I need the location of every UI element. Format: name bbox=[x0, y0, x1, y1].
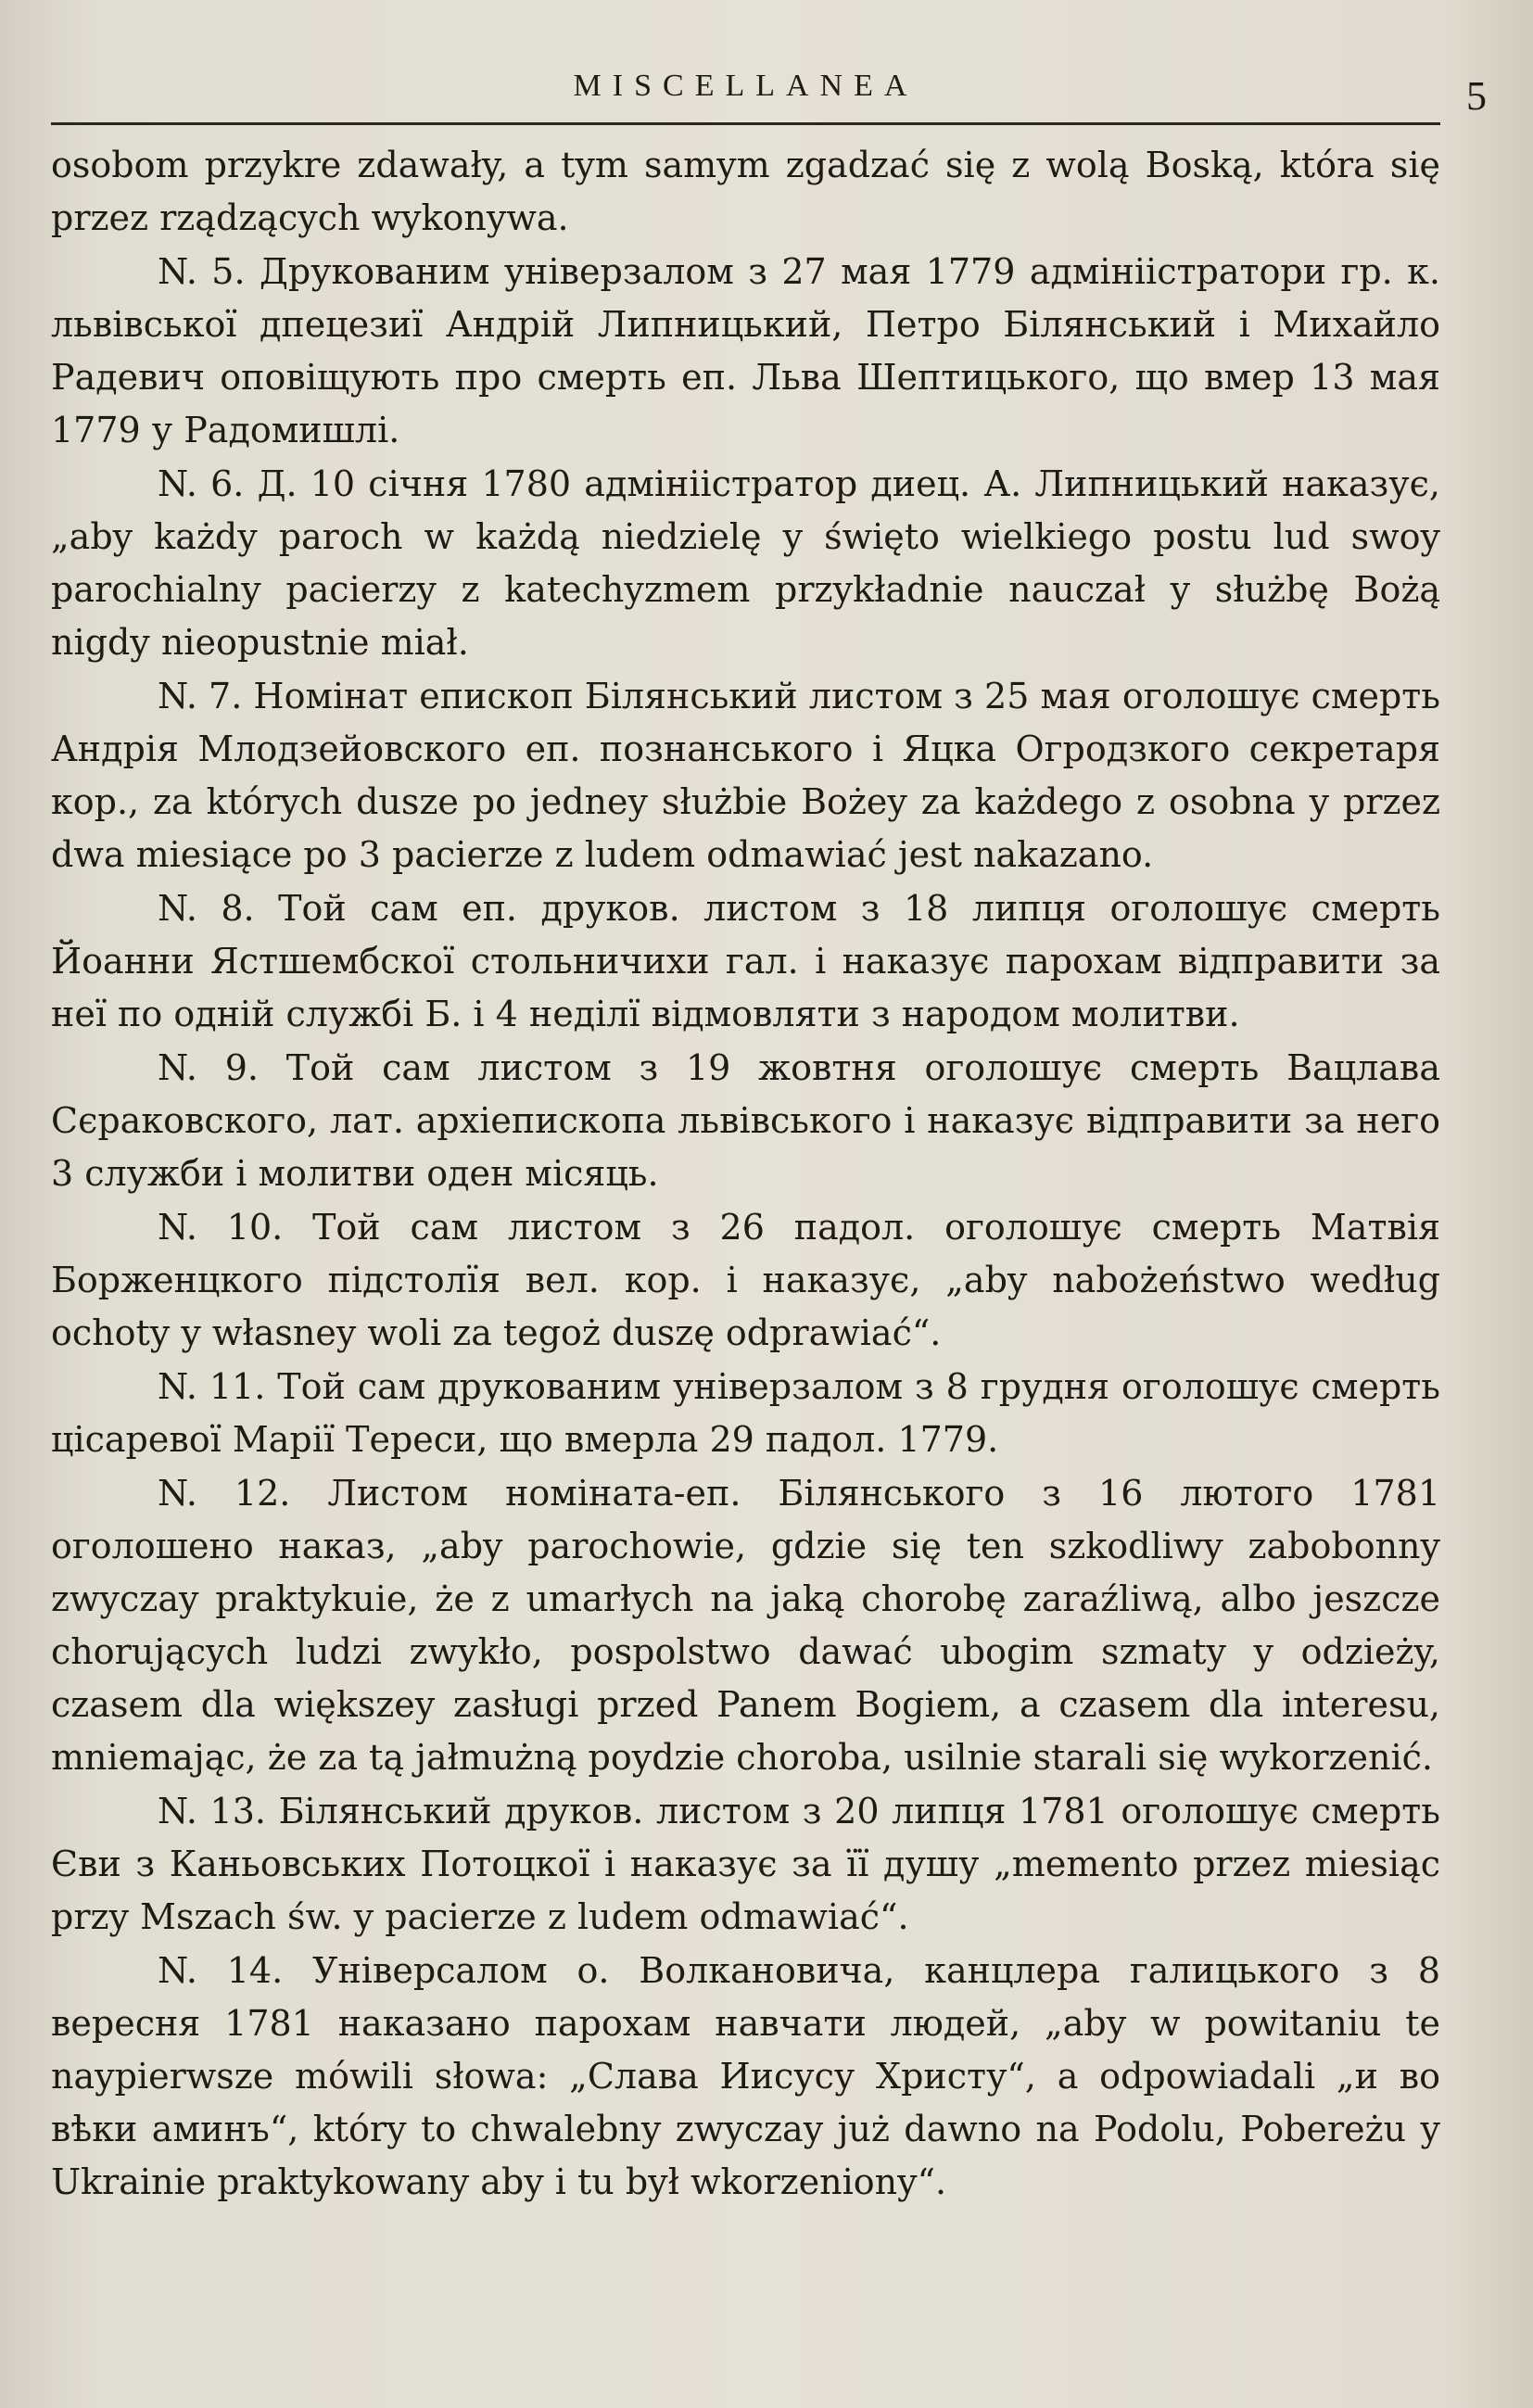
body-text bbox=[51, 139, 1440, 2210]
entry-n11: N. 11. Той сам друкованим універзалом з 8 грудня оголошує смерть цісаревої Марії Тереси, що вмерла 29 падол. 1779. bbox=[51, 1366, 1440, 1460]
running-title: MISCELLANEA bbox=[573, 69, 919, 103]
entry-n8: N. 8. Той сам еп. друков. листом з 18 липця оголошує смерть Йоанни Ястшембскої стольничихи гал. і наказує парохам відправити за неї по одній службі Б. і 4 неділї відмовляти з народом молитви. bbox=[51, 888, 1440, 1034]
entry-n14: N. 14. Універсалом о. Волкановича, канцлера галицького з 8 вересня 1781 наказано парохам навчати людей, „aby w powitaniu te naypierwsze mówili słowa: „Слава Иисусу Христу“, a odpowiadali „и во вѣки аминъ“, który to chwalebny zwyczay już dawno na Podolu, Pobereżu y Ukrainie praktykowany aby i tu był wkorzeniony“. bbox=[51, 1950, 1440, 2202]
entry-n12: N. 12. Листом номіната-еп. Білянського з 16 лютого 1781 оголошено наказ, „aby parochowie, gdzie się ten szkodliwy zabobonny zwyczay praktykuie, że z umarłych na jaką chorobę zaraźliwą, albo jeszcze chorujących ludzi zwykło, pospolstwo dawać ubogim szmaty y odzieży, czasem dla większey zasługi przed Panem Bogiem, a czasem dla interesu, mniemając, że za tą jałmużną poydzie choroba, usilnie starali się wykorzenić. bbox=[51, 1473, 1440, 1778]
entry-n7: N. 7. Номінат епископ Білянський листом з 25 мая оголошує смерть Андрія Млодзейовского еп. познанського і Яцка Огродзкого секретаря кор., za których dusze po jedney służbie Bożey za każdego z osobna y przez dwa miesiące po 3 pacierze z ludem odmawiać jest nakazano. bbox=[51, 676, 1440, 875]
entry-n9: N. 9. Той сам листом з 19 жовтня оголошує смерть Вацлава Сєраковского, лат. архіепископа львівського і наказує відправити за него 3 служби і молитви оден місяць. bbox=[51, 1047, 1440, 1194]
entry-n13: N. 13. Білянський друков. листом з 20 липця 1781 оголошує смерть Єви з Каньовських Потоцкої і наказує за її душу „memento przez miesiąc przy Mszach św. y pacierze z ludem odmawiać“. bbox=[51, 1791, 1440, 1937]
entry-n6: N. 6. Д. 10 січня 1780 адмініістратор диец. А. Липницький наказує, „aby każdy paroch w każdą niedzielę y święto wielkiego postu lud swoy parochialny pacierzy z katechyzmem przykładnie nauczał y służbę Bożą nigdy nieopustnie miał. bbox=[51, 463, 1440, 663]
running-header bbox=[51, 57, 1487, 125]
page-number: 5 bbox=[1466, 73, 1487, 119]
entry-n5: N. 5. Друкованим універзалом з 27 мая 1779 адмініістратори гр. к. львівської дпецезиї Андрій Липницький, Петро Білянський і Михайло Радевич оповіщують про смерть еп. Льва Шептицького, що вмер 13 мая 1779 у Радомишлі. bbox=[51, 251, 1440, 450]
paragraph-continuation: osobom przykre zdawały, a tym samym zgadzać się z wolą Boską, która się przez rządzących wykonywa. bbox=[51, 145, 1440, 238]
entry-n10: N. 10. Той сам листом з 26 падол. оголошує смерть Матвія Борженцкого підстолїя вел. кор. і наказує, „aby nabożeństwo według ochoty y własney woli za tegoż duszę odprawiać“. bbox=[51, 1207, 1440, 1353]
